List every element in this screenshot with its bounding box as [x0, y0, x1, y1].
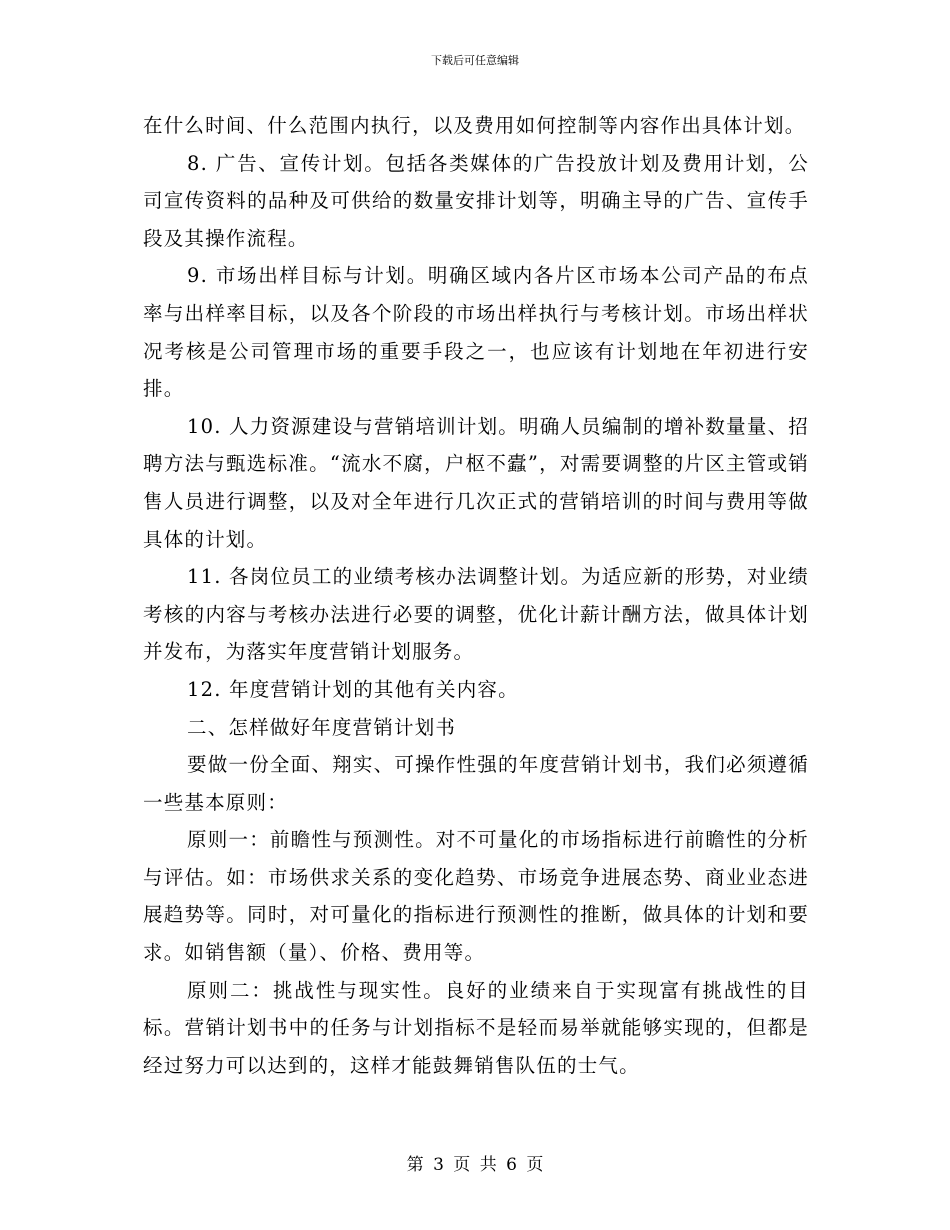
page-header: 下载后可任意编辑	[431, 54, 519, 67]
paragraph-continuation: 在什么时间、什么范围内执行，以及费用如何控制等内容作出具体计划。	[143, 114, 806, 137]
paragraph-item-11: 11. 各岗位员工的业绩考核办法调整计划。为适应新的形势，对业绩考核的内容与考核办法进行必要的调整，优化计薪计酬方法，做具体计划并发布，为落实年度营销计划服务。	[143, 565, 809, 664]
paragraph-item-10: 10. 人力资源建设与营销培训计划。明确人员编制的增补数量量、招聘方法与甄选标准。“流水不腐，户枢不蠹”，对需要调整的片区主管或销售人员进行调整，以及对全年进行几次正式的营销培训的时间与费用等做具体的计划。	[143, 414, 809, 551]
page-number: 第 3 页 共 6 页	[406, 1155, 544, 1175]
paragraph-intro: 要做一份全面、翔实、可操作性强的年度营销计划书，我们必须遵循一些基本原则：	[143, 753, 809, 814]
paragraph-item-8: 8. 广告、宣传计划。包括各类媒体的广告投放计划及费用计划，公司宣传资料的品种及可供给的数量安排计划等，明确主导的广告、宣传手段及其操作流程。	[143, 151, 809, 250]
paragraph-principle-2: 原则二：挑战性与现实性。良好的业绩来自于实现富有挑战性的目标。营销计划书中的任务与计划指标不是轻而易举就能够实现的，但都是经过努力可以达到的，这样才能鼓舞销售队伍的士气。	[143, 978, 809, 1077]
document-body	[143, 107, 809, 1084]
paragraph-principle-1: 原则一：前瞻性与预测性。对不可量化的市场指标进行前瞻性的分析与评估。如：市场供求关系的变化趋势、市场竞争进展态势、商业业态进展趋势等。同时，对可量化的指标进行预测性的推断，做具体的计划和要求。如销售额（量）、价格、费用等。	[143, 828, 809, 965]
section-heading: 二、怎样做好年度营销计划书	[187, 715, 457, 739]
paragraph-item-12: 12. 年度营销计划的其他有关内容。	[187, 677, 519, 701]
paragraph-item-9: 9. 市场出样目标与计划。明确区域内各片区市场本公司产品的布点率与出样率目标，以及各个阶段的市场出样执行与考核计划。市场出样状况考核是公司管理市场的重要手段之一，也应该有计划地在年初进行安排。	[143, 264, 809, 401]
